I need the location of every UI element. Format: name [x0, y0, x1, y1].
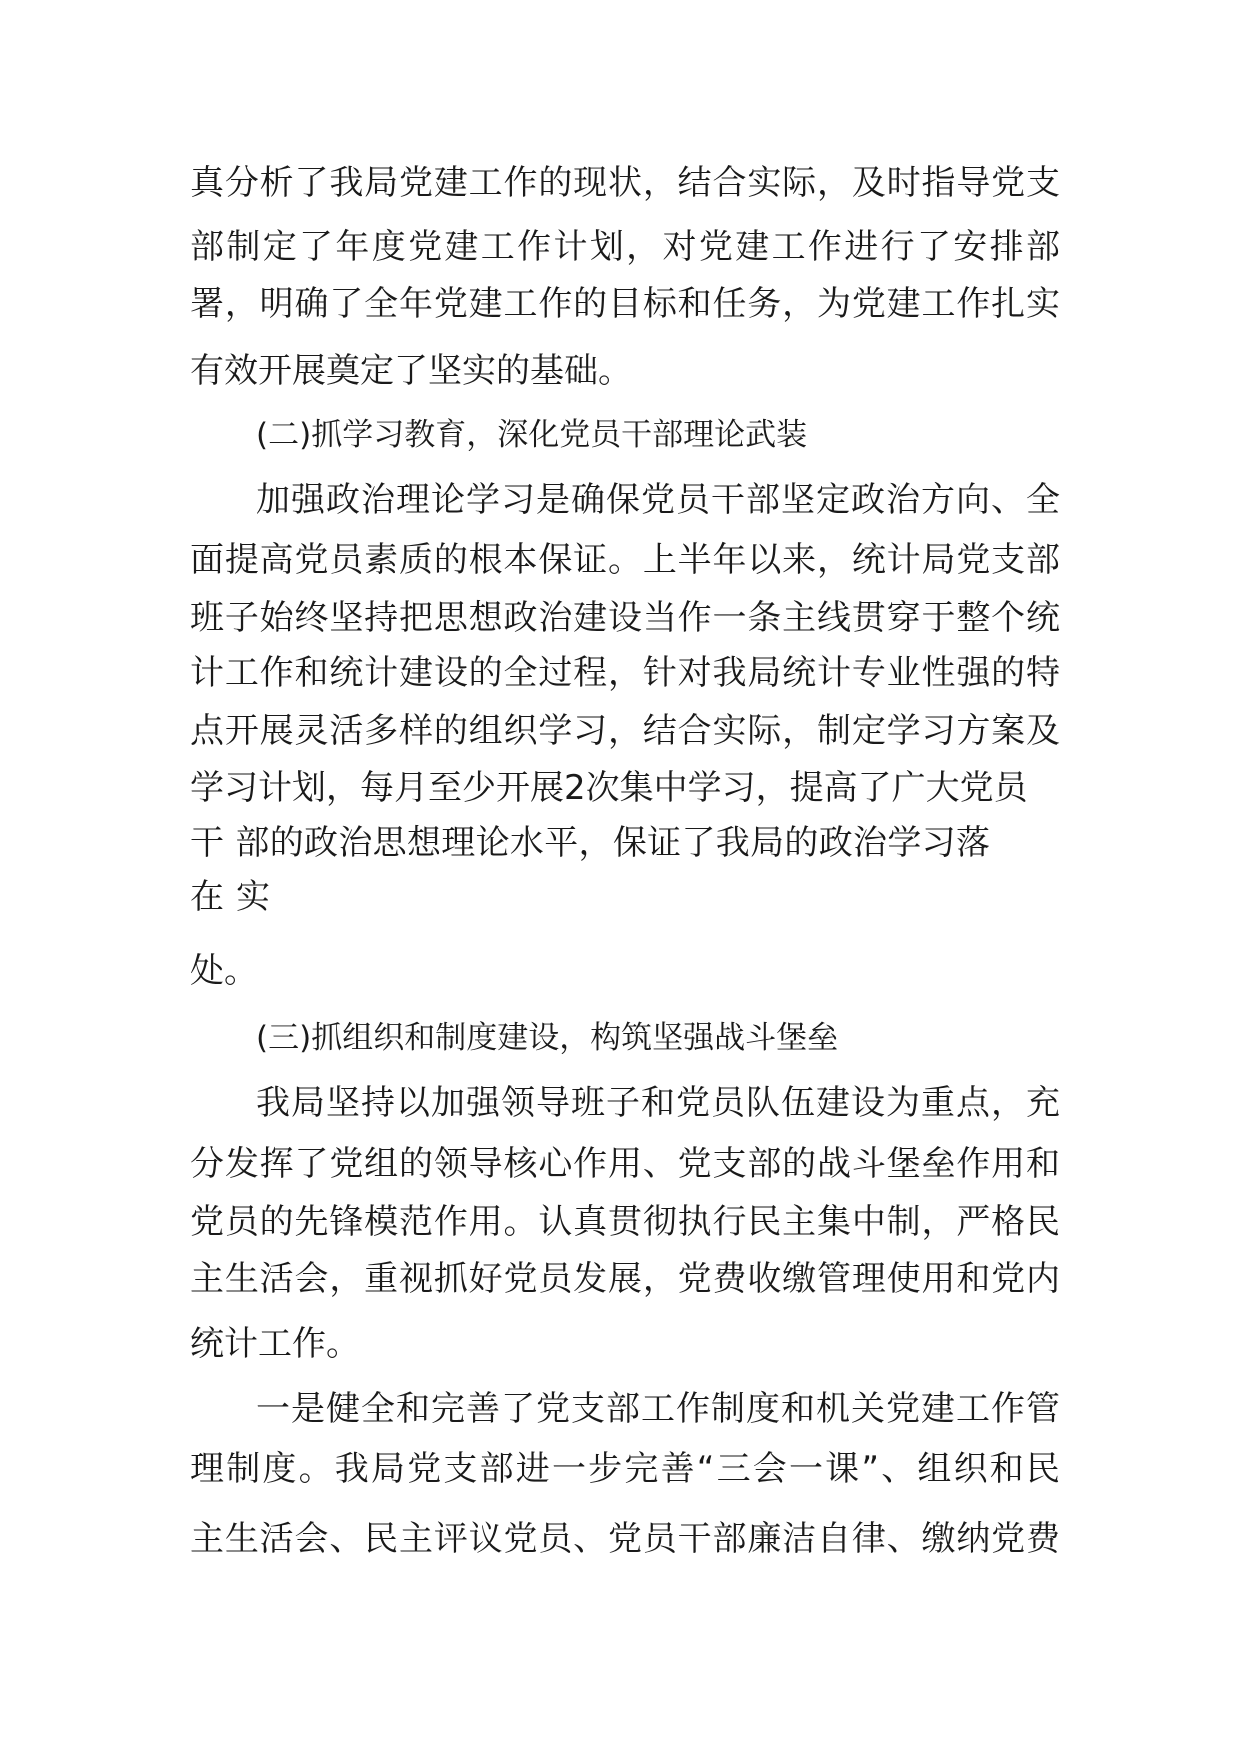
body-text-line: 在实 — [190, 877, 282, 917]
body-text-line: 部制定了年度党建工作计划，对党建工作进行了安排部 — [190, 227, 1060, 267]
body-text-line: 学习计划，每月至少开展2次集中学习，提高了广大党员 — [190, 768, 1028, 808]
body-text-line: 真分析了我局党建工作的现状，结合实际，及时指导党支 — [190, 163, 1060, 203]
body-text-line: 统计工作。 — [190, 1324, 360, 1364]
body-text-line: 处。 — [190, 951, 258, 991]
body-text-line: 主生活会、民主评议党员、党员干部廉洁自律、缴纳党费 — [190, 1519, 1060, 1559]
body-text-line: 我局坚持以加强领导班子和党员队伍建设为重点，充 — [256, 1083, 1060, 1123]
body-text-line: 点开展灵活多样的组织学习，结合实际，制定学习方案及 — [190, 711, 1060, 751]
body-text-line: 计工作和统计建设的全过程，针对我局统计专业性强的特 — [190, 653, 1060, 693]
body-text-line: 班子始终坚持把思想政治建设当作一条主线贯穿于整个统 — [190, 598, 1060, 638]
body-text-line: 署，明确了全年党建工作的目标和任务，为党建工作扎实 — [190, 284, 1060, 324]
body-text-line: 理制度。我局党支部进一步完善“三会一课”、组织和民 — [190, 1449, 1060, 1489]
body-text-line: 干 部的政治思想理论水平，保证了我局的政治学习落 — [190, 823, 990, 863]
body-text-line: 党员的先锋模范作用。认真贯彻执行民主集中制，严格民 — [190, 1202, 1060, 1242]
body-text-line: 面提高党员素质的根本保证。上半年以来，统计局党支部 — [190, 540, 1060, 580]
body-text-line: 主生活会，重视抓好党员发展，党费收缴管理使用和党内 — [190, 1259, 1060, 1299]
body-text-line: 加强政治理论学习是确保党员干部坚定政治方向、全 — [256, 480, 1060, 520]
body-text-line: 分发挥了党组的领导核心作用、党支部的战斗堡垒作用和 — [190, 1144, 1060, 1184]
section-heading: (三)抓组织和制度建设，构筑坚强战斗堡垒 — [256, 1020, 839, 1056]
section-heading: (二)抓学习教育，深化党员干部理论武装 — [256, 417, 808, 453]
body-text-line: 有效开展奠定了坚实的基础。 — [190, 351, 632, 391]
body-text-line: 一是健全和完善了党支部工作制度和机关党建工作管 — [256, 1389, 1060, 1429]
